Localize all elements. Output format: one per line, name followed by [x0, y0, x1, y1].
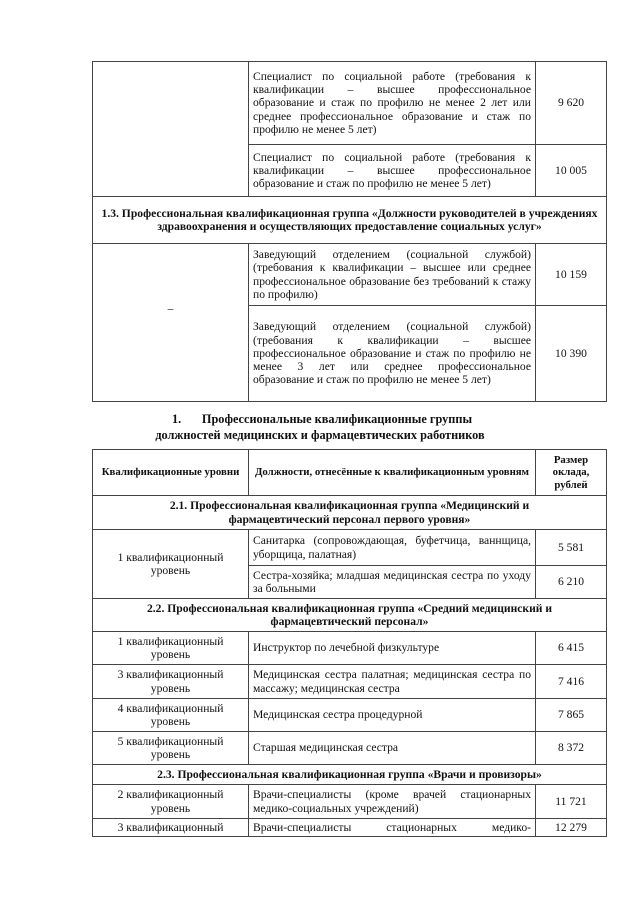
salary-cell: 10 159 [536, 244, 607, 306]
group-2-1-title: 2.1. Профессиональная квалификационная группа «Медицинский и фармацевтический персонал первого уровня» [93, 496, 607, 530]
salary-cell: 11 721 [536, 785, 607, 819]
table-row [93, 732, 607, 765]
group-header-row [93, 599, 607, 632]
table-row [93, 819, 607, 837]
table-row [93, 665, 607, 699]
position-cell: Инструктор по лечебной физкультуре [249, 632, 536, 665]
level-cell: 1 квалификационный уровень [93, 632, 249, 665]
position-cell: Специалист по социальной работе (требования к квалификации – высшее профессиональное образование и стаж по профилю не менее 5 лет) [249, 145, 536, 197]
header-positions: Должности, отнесённые к квалификационным уровням [249, 450, 536, 496]
section-title-line-1: Профессиональные квалификационные группы [201, 412, 473, 426]
salary-cell: 12 279 [536, 819, 607, 837]
position-cell: Санитарка (сопровождающая, буфетчица, ваннщица, уборщица, палатная) [249, 530, 536, 566]
position-cell: Заведующий отделением (социальной службой) (требования к квалификации – высшее профессиональное образование и стаж по профилю не менее 3 лет или среднее профессиональное образование и стаж по профилю не менее 5 лет) [249, 306, 536, 402]
position-cell: Сестра-хозяйка; младшая медицинская сестра по уходу за больными [249, 566, 536, 599]
salary-cell: 6 415 [536, 632, 607, 665]
group-header-row [93, 765, 607, 785]
position-cell: Врачи-специалисты стационарных медико- [249, 819, 536, 837]
level-cell: 2 квалификационный уровень [93, 785, 249, 819]
medical-positions-table [92, 449, 607, 837]
salary-cell: 7 416 [536, 665, 607, 699]
table-row [93, 62, 607, 145]
table-row [93, 530, 607, 566]
level-cell: 4 квалификационный уровень [93, 699, 249, 732]
salary-cell: 6 210 [536, 566, 607, 599]
salary-cell: 10 390 [536, 306, 607, 402]
section-title-line-2: должностей медицинских и фармацевтических работников [155, 428, 485, 442]
salary-cell: 10 005 [536, 145, 607, 197]
table-row [93, 785, 607, 819]
header-levels: Квалификационные уровни [93, 450, 249, 496]
position-cell: Врачи-специалисты (кроме врачей стационарных медико-социальных учреждений) [249, 785, 536, 819]
salary-cell: 8 372 [536, 732, 607, 765]
level-cell: 5 квалификационный уровень [93, 732, 249, 765]
position-cell: Старшая медицинская сестра [249, 732, 536, 765]
group-2-2-title: 2.2. Профессиональная квалификационная группа «Средний медицинский и фармацевтический персонал» [93, 599, 607, 632]
position-cell: Медицинская сестра процедурной [249, 699, 536, 732]
social-work-positions-table [92, 61, 607, 402]
header-salary: Размер оклада, рублей [536, 450, 607, 496]
group-header-row [93, 197, 607, 244]
salary-cell: 9 620 [536, 62, 607, 145]
position-cell: Медицинская сестра палатная; медицинская сестра по массажу; медицинская сестра [249, 665, 536, 699]
level-cell-empty [93, 62, 249, 197]
position-cell: Специалист по социальной работе (требования к квалификации – высшее профессиональное образование и стаж по профилю не менее 2 лет или среднее профессиональное образование и стаж по профилю не менее 5 лет) [249, 62, 536, 145]
group-header-row [93, 496, 607, 530]
level-cell-dash: – [93, 244, 249, 402]
table-row [93, 632, 607, 665]
salary-cell: 5 581 [536, 530, 607, 566]
salary-cell: 7 865 [536, 699, 607, 732]
group-2-3-title: 2.3. Профессиональная квалификационная группа «Врачи и провизоры» [93, 765, 607, 785]
level-cell: 1 квалификационный уровень [93, 530, 249, 599]
section-number: 1. [172, 412, 182, 426]
level-cell: 3 квалификационный [93, 819, 249, 837]
group-1-3-title: 1.3. Профессиональная квалификационная группа «Должности руководителей в учреждениях здравоохранения и осуществляющих предоставление социальных услуг» [93, 197, 607, 244]
table-row [93, 244, 607, 306]
table-row [93, 699, 607, 732]
header-row [93, 450, 607, 496]
level-cell: 3 квалификационный уровень [93, 665, 249, 699]
position-cell: Заведующий отделением (социальной службой) (требования к квалификации – высшее или среднее профессиональное образование без требований к стажу по профилю) [249, 244, 536, 306]
